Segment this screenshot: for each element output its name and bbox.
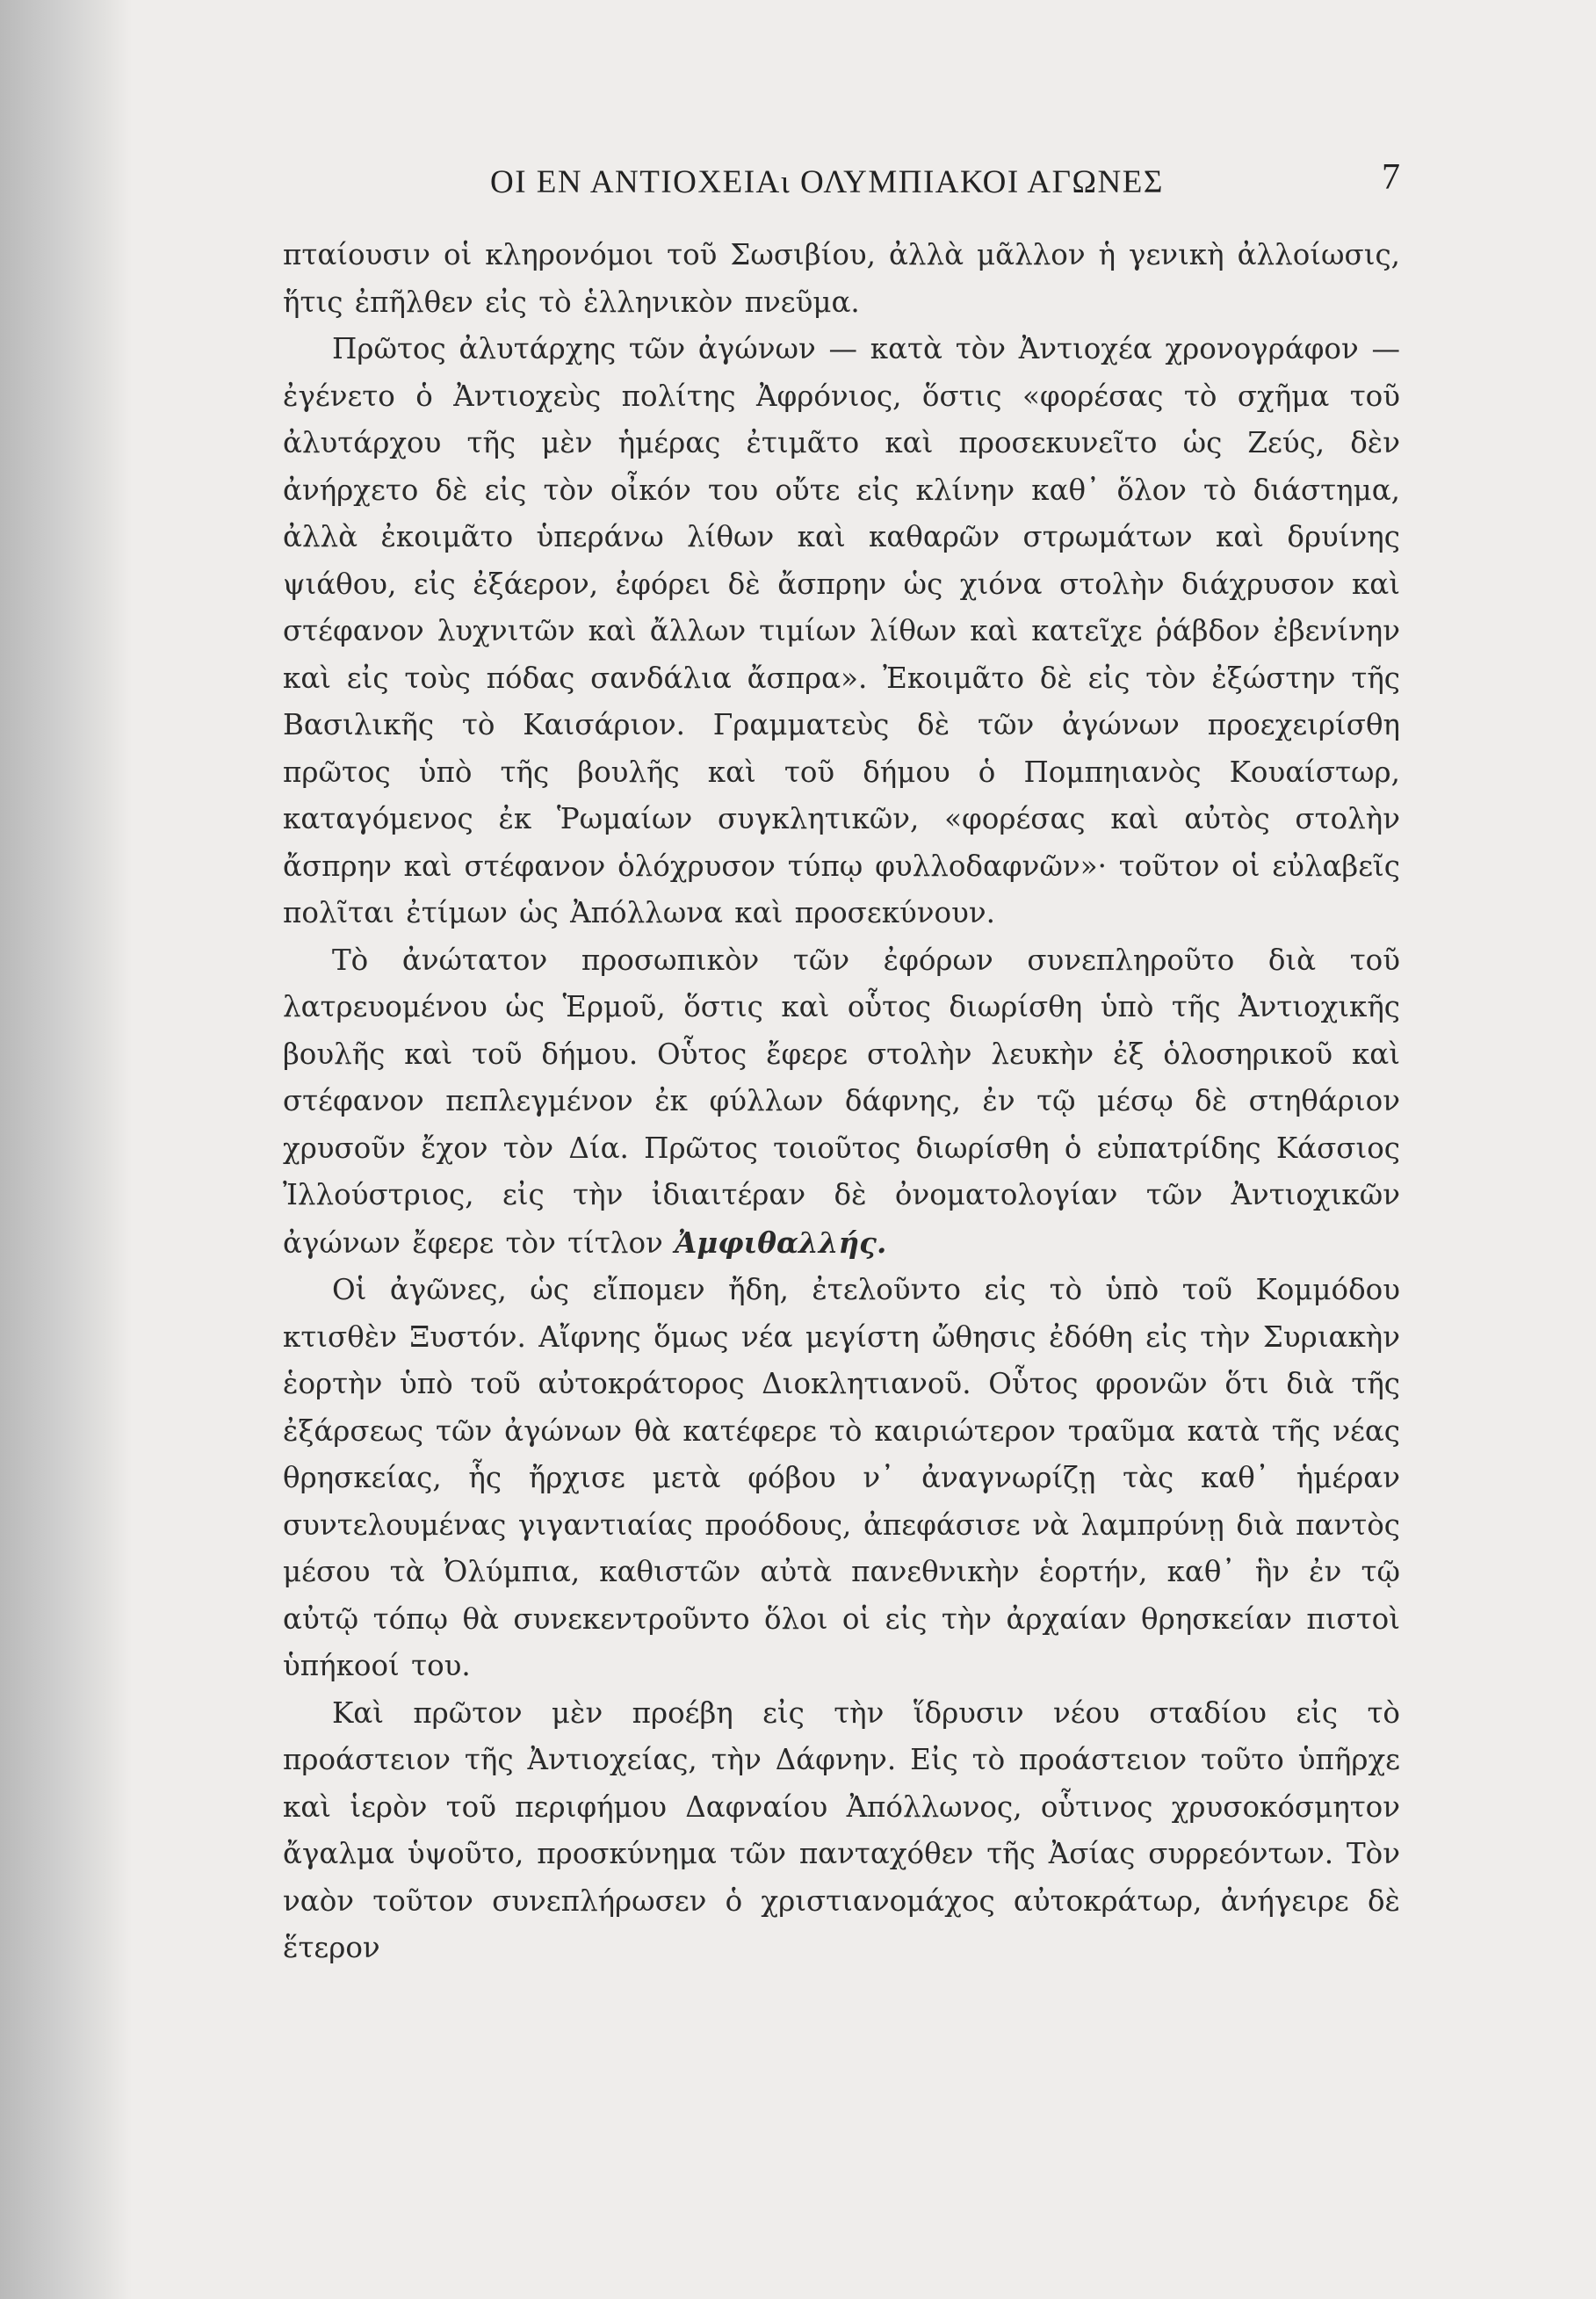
book-page (283, 156, 1400, 2247)
body-text (283, 232, 1400, 1972)
book-binding-shadow (0, 0, 132, 2299)
running-title: ΟΙ ΕΝ ΑΝΤΙΟΧΕΙΑι ΟΛΥΜΠΙΑΚΟΙ ΑΓΩΝΕΣ (490, 164, 1164, 200)
paragraph-ephors (283, 937, 1400, 1268)
title-amphithalles: Ἀμφιθαλλής. (675, 1225, 887, 1260)
paragraph-alytarches: Πρῶτος ἀλυτάρχης τῶν ἀγώνων — κατὰ τὸν Ἀντιοχέα χρονογράφον —ἐγένετο ὁ Ἀντιοχεὺς πολίτης Ἀφρόνιος, ὅστις «φορέσας τὸ σχῆμα τοῦ ἀλυτάρχου τῆς μὲν ἡμέρας ἐτιμᾶτο καὶ προσεκυνεῖτο ὡς Ζεύς, δὲν ἀνήρχετο δὲ εἰς τὸν οἶκόν του οὔτε εἰς κλίνην καθ᾽ ὅλον τὸ διάστημα, ἀλλὰ ἐκοιμᾶτο ὑπεράνω λίθων καὶ καθαρῶν στρωμάτων καὶ δρυίνης ψιάθου, εἰς ἐξάερον, ἐφόρει δὲ ἄσπρην ὡς χιόνα στολὴν διάχρυσον καὶ στέφανον λυχνιτῶν καὶ ἄλλων τιμίων λίθων καὶ κατεῖχε ῥάβδον ἐβενίνην καὶ εἰς τοὺς πόδας σανδάλια ἄσπρα». Ἐκοιμᾶτο δὲ εἰς τὸν ἐξώστην τῆς Βασιλικῆς τὸ Καισάριον. Γραμματεὺς δὲ τῶν ἀγώνων προεχειρίσθη πρῶτος ὑπὸ τῆς βουλῆς καὶ τοῦ δήμου ὁ Πομπηιανὸς Κουαίστωρ, καταγόμενος ἐκ Ῥωμαίων συγκλητικῶν, «φορέσας καὶ αὐτὸς στολὴν ἄσπρην καὶ στέφανον ὁλόχρυσον τύπῳ φυλλοδαφνῶν»· τοῦτον οἱ εὐλαβεῖς πολῖται ἐτίμων ὡς Ἀπόλλωνα καὶ προσεκύνουν. (283, 332, 1400, 929)
paragraph-ephors-text: Τὸ ἀνώτατον προσωπικὸν τῶν ἐφόρων συνεπληροῦτο διὰ τοῦ λατρευομένου ὡς Ἑρμοῦ, ὅστις καὶ οὗτος διωρίσθη ὑπὸ τῆς Ἀντιοχικῆς βουλῆς καὶ τοῦ δήμου. Οὗτος ἔφερε στολὴν λευκὴν ἐξ ὁλοσηρικοῦ καὶ στέφανον πεπλεγμένον ἐκ φύλλων δάφνης, ἐν τῷ μέσῳ δὲ στηθάριον χρυσοῦν ἔχον τὸν Δία. Πρῶτος τοιοῦτος διωρίσθη ὁ εὐπατρίδης Κάσσιος Ἰλλούστριος, εἰς τὴν ἰδιαιτέραν δὲ ὀνοματολογίαν τῶν Ἀντιοχικῶν ἀγώνων ἔφερε τὸν τίτλον (283, 943, 1400, 1260)
page-number: 7 (1382, 157, 1400, 198)
running-head (283, 156, 1400, 209)
paragraph-daphne: Καὶ πρῶτον μὲν προέβη εἰς τὴν ἵδρυσιν νέου σταδίου εἰς τὸ προάστειον τῆς Ἀντιοχείας, τὴν Δάφνην. Εἰς τὸ προάστειον τοῦτο ὑπῆρχε καὶ ἱερὸν τοῦ περιφήμου Δαφναίου Ἀπόλλωνος, οὗτινος χρυσοκόσμητον ἄγαλμα ὑψοῦτο, προσκύνημα τῶν πανταχόθεν τῆς Ἀσίας συρρεόντων. Τὸν ναὸν τοῦτον συνεπλήρωσεν ὁ χριστιανομάχος αὐτοκράτωρ, ἀνήγειρε δὲ ἕτερον (283, 1695, 1400, 1964)
paragraph-diocletian: Οἱ ἀγῶνες, ὡς εἴπομεν ἤδη, ἐτελοῦντο εἰς τὸ ὑπὸ τοῦ Κομμόδου κτισθὲν Ξυστόν. Αἴφνης ὅμως νέα μεγίστη ὤθησις ἐδόθη εἰς τὴν Συριακὴν ἑορτὴν ὑπὸ τοῦ αὐτοκράτορος Διοκλητιανοῦ. Οὗτος φρονῶν ὅτι διὰ τῆς ἐξάρσεως τῶν ἀγώνων θὰ κατέφερε τὸ καιριώτερον τραῦμα κατὰ τῆς νέας θρησκείας, ἧς ἤρχισε μετὰ φόβου ν᾽ ἀναγνωρίζῃ τὰς καθ᾽ ἡμέραν συντελουμένας γιγαντιαίας προόδους, ἀπεφάσισε νὰ λαμπρύνῃ διὰ παντὸς μέσου τὰ Ὀλύμπια, καθιστῶν αὐτὰ πανεθνικὴν ἑορτήν, καθ᾽ ἣν ἐν τῷ αὐτῷ τόπῳ θὰ συνεκεντροῦντο ὅλοι οἱ εἰς τὴν ἀρχαίαν θρησκείαν πιστοὶ ὑπήκοοί του. (283, 1273, 1400, 1682)
paragraph-continuation: πταίουσιν οἱ κληρονόμοι τοῦ Σωσιβίου, ἀλλὰ μᾶλλον ἡ γενικὴ ἀλλοίωσις, ἥτις ἐπῆλθεν εἰς τὸ ἑλληνικὸν πνεῦμα. (283, 238, 1400, 319)
